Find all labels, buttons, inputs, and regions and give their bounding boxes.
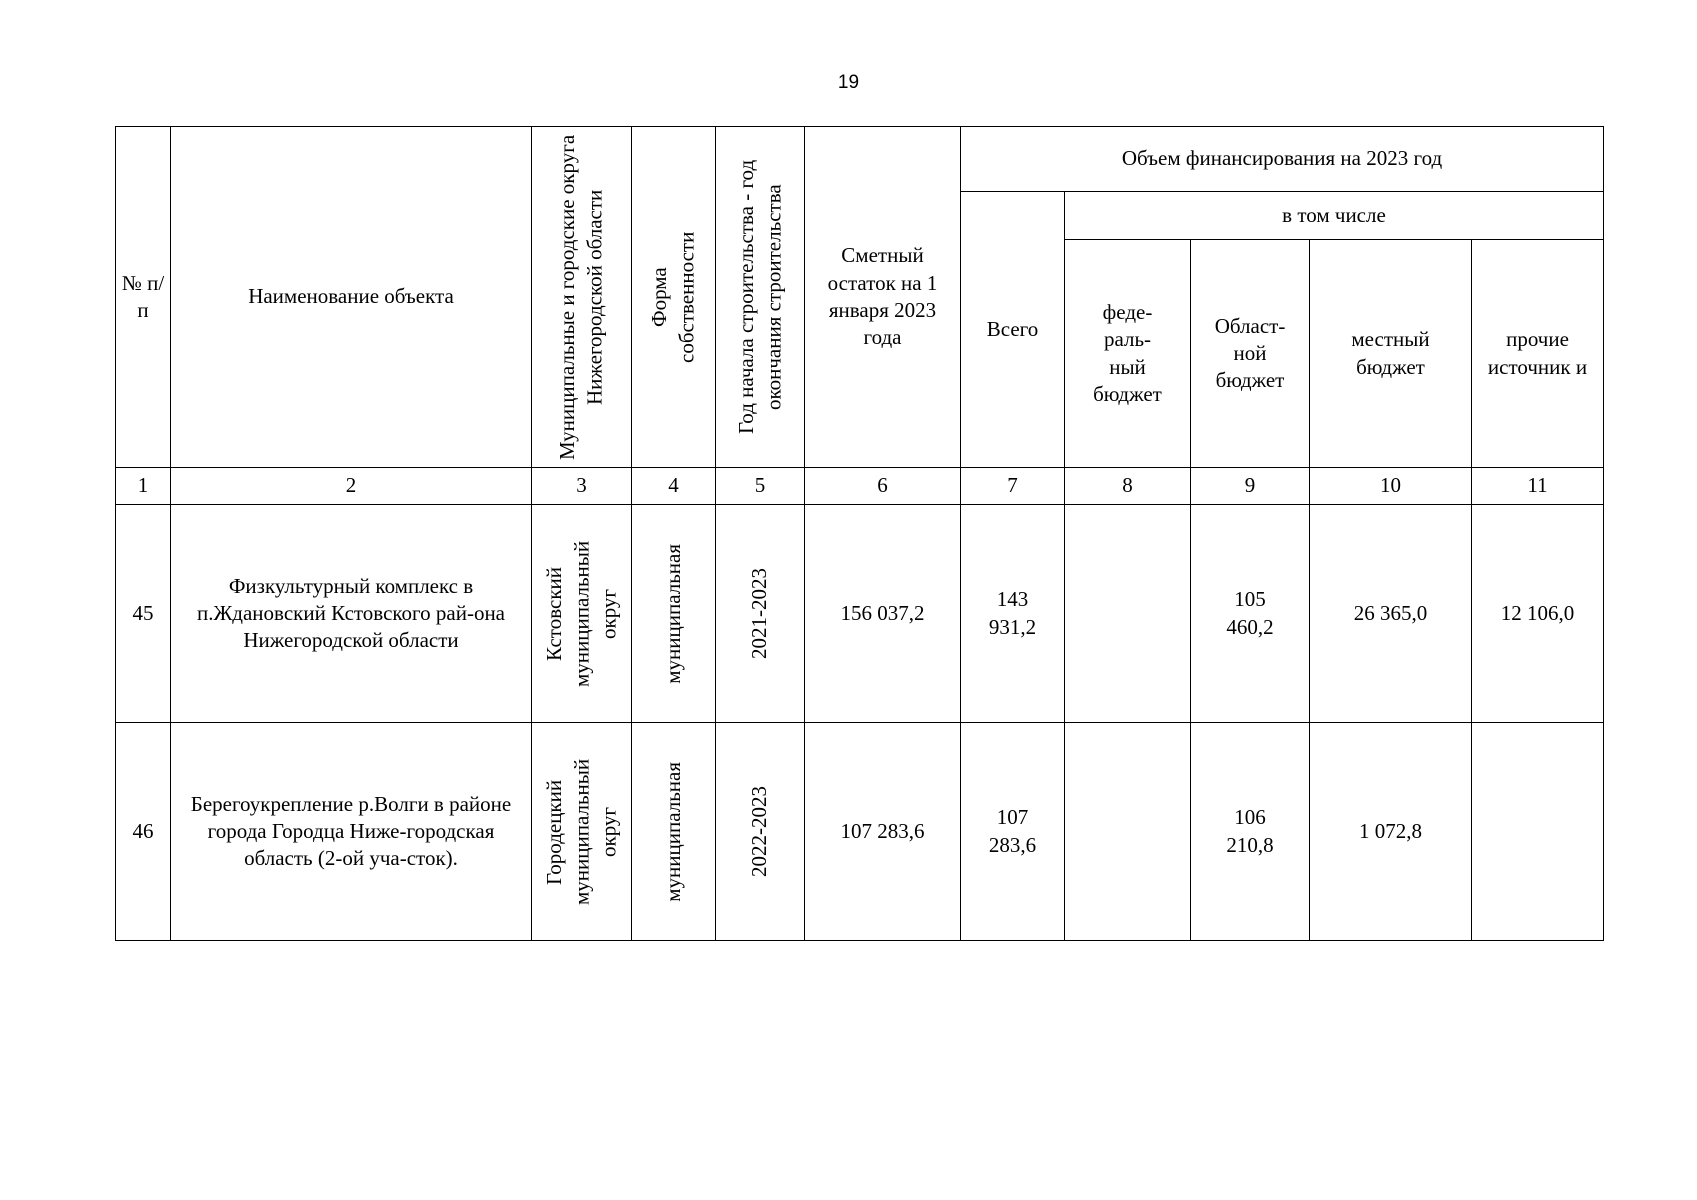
row-years-text: 2021-2023 [747, 568, 772, 659]
header-remainder-text: Сметный остаток на 1 января 2023 года [827, 243, 938, 350]
row-regional-text: 106 210,8 [1226, 805, 1274, 857]
header-other-text: прочие источник и [1487, 327, 1588, 379]
header-row-1 [116, 127, 1604, 192]
header-financing: Объем финансирования на 2023 год [961, 127, 1604, 192]
column-number: 4 [632, 468, 716, 505]
row-total [961, 505, 1065, 723]
header-ownership [632, 127, 716, 468]
row-num: 45 [116, 505, 171, 723]
row-municipal [532, 723, 632, 941]
header-other [1472, 240, 1604, 468]
row-other [1472, 723, 1604, 941]
row-municipal-text: Городецкий муниципальный округ [541, 758, 621, 905]
row-remainder: 156 037,2 [805, 505, 961, 723]
header-regional-text: Област-ной бюджет [1214, 313, 1286, 393]
column-number: 10 [1310, 468, 1472, 505]
row-total-text: 107 283,6 [988, 805, 1037, 857]
row-object-name: Берегоукрепление р.Волги в районе города Городца Ниже-городская область (2-ой уча-сток). [171, 723, 532, 941]
column-number: 9 [1191, 468, 1310, 505]
header-local [1310, 240, 1472, 468]
column-number-row [116, 468, 1604, 505]
header-years-text: Год начала строительства - год окончания строительства [733, 159, 785, 435]
table-row [116, 723, 1604, 941]
row-object-name: Физкультурный комплекс в п.Ждановский Кстовского рай-она Нижегородской области [171, 505, 532, 723]
header-federal-text: феде-раль-ный бюджет [1093, 299, 1162, 406]
header-regional [1191, 240, 1310, 468]
row-years [716, 723, 805, 941]
header-including: в том числе [1065, 192, 1604, 240]
row-total [961, 723, 1065, 941]
header-federal [1065, 240, 1191, 468]
row-regional [1191, 505, 1310, 723]
header-name: Наименование объекта [171, 127, 532, 468]
column-number: 1 [116, 468, 171, 505]
financing-table [115, 126, 1604, 941]
header-ownership-text: Форма собственности [647, 231, 699, 363]
header-local-text: местный бюджет [1351, 327, 1430, 379]
row-ownership [632, 723, 716, 941]
row-federal [1065, 505, 1191, 723]
row-years-text: 2022-2023 [747, 786, 772, 877]
row-remainder: 107 283,6 [805, 723, 961, 941]
row-num: 46 [116, 723, 171, 941]
row-ownership [632, 505, 716, 723]
column-number: 3 [532, 468, 632, 505]
row-municipal-text: Кстовский муниципальный округ [541, 540, 621, 687]
header-total: Всего [961, 192, 1065, 468]
page-number: 19 [837, 72, 860, 93]
row-municipal [532, 505, 632, 723]
row-other: 12 106,0 [1472, 505, 1604, 723]
row-regional-text: 105 460,2 [1226, 587, 1274, 639]
row-local: 1 072,8 [1310, 723, 1472, 941]
header-remainder [805, 127, 961, 468]
row-total-text: 143 931,2 [988, 587, 1037, 639]
column-number: 8 [1065, 468, 1191, 505]
column-number: 11 [1472, 468, 1604, 505]
row-ownership-text: муниципальная [660, 543, 685, 684]
column-number: 2 [171, 468, 532, 505]
row-ownership-text: муниципальная [660, 761, 685, 902]
row-local: 26 365,0 [1310, 505, 1472, 723]
row-federal [1065, 723, 1191, 941]
header-num: № п/п [116, 127, 171, 468]
column-number: 7 [961, 468, 1065, 505]
header-municipal-text: Муниципальные и городские округа Нижегородской области [555, 134, 607, 460]
header-years [716, 127, 805, 468]
table-row [116, 505, 1604, 723]
column-number: 5 [716, 468, 805, 505]
row-regional [1191, 723, 1310, 941]
column-number: 6 [805, 468, 961, 505]
row-years [716, 505, 805, 723]
header-municipal [532, 127, 632, 468]
